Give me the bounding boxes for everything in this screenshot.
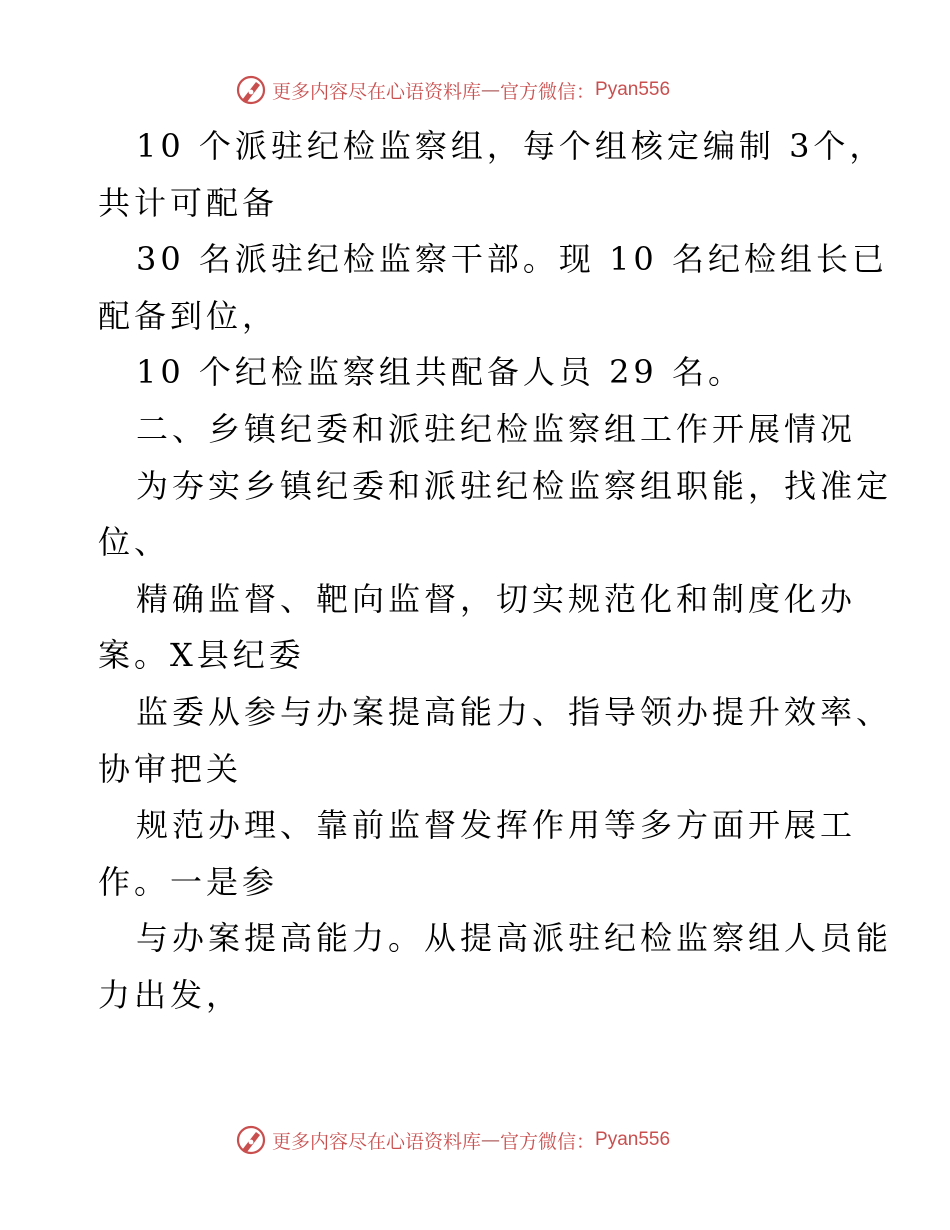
text-line: 案。X县纪委 xyxy=(98,636,305,675)
text-line: 共计可配备 xyxy=(98,183,279,222)
watermark-text: 更多内容尽在心语资料库 xyxy=(272,80,482,103)
watermark-label: 官方微信： xyxy=(500,80,596,103)
watermark-wechat-id: Pyan556 xyxy=(595,79,671,100)
watermark-separator: — xyxy=(481,79,501,101)
text-line: 精确监督、靶向监督，切实规范化和制度化办 xyxy=(136,579,857,618)
text-line: 协审把关 xyxy=(98,749,243,788)
watermark-wechat-id: Pyan556 xyxy=(595,1129,671,1150)
text-line: 为夯实乡镇纪委和派驻纪检监察组职能，找准定 xyxy=(136,466,893,505)
text-line: 规范办理、靠前监督发挥作用等多方面开展工 xyxy=(136,806,857,845)
pen-logo-icon xyxy=(234,1123,268,1157)
text-line: 力出发， xyxy=(98,975,243,1014)
watermark-label: 官方微信： xyxy=(500,1130,596,1153)
text-line: 配备到位， xyxy=(98,296,279,335)
watermark-text: 更多内容尽在心语资料库 xyxy=(272,1130,482,1153)
text-line: 二、乡镇纪委和派驻纪检监察组工作开展情况 xyxy=(136,409,857,448)
footer-watermark xyxy=(234,1122,670,1158)
text-line: 10 个派驻纪检监察组，每个组核定编制 3个， xyxy=(136,127,886,165)
text-line: 监委从参与办案提高能力、指导领办提升效率、 xyxy=(136,692,893,731)
body-text xyxy=(98,118,893,1024)
text-line: 与办案提高能力。从提高派驻纪检监察组人员能 xyxy=(136,919,893,958)
header-watermark xyxy=(234,72,670,108)
pen-logo-icon xyxy=(234,73,268,107)
text-line: 30 名派驻纪检监察干部。现 10 名纪检组长已 xyxy=(136,240,888,279)
watermark-separator: — xyxy=(481,1129,501,1151)
text-line: 作。一是参 xyxy=(98,862,279,901)
text-line: 10 个纪检监察组共配备人员 29 名。 xyxy=(136,353,744,392)
text-line: 位、 xyxy=(98,523,171,562)
